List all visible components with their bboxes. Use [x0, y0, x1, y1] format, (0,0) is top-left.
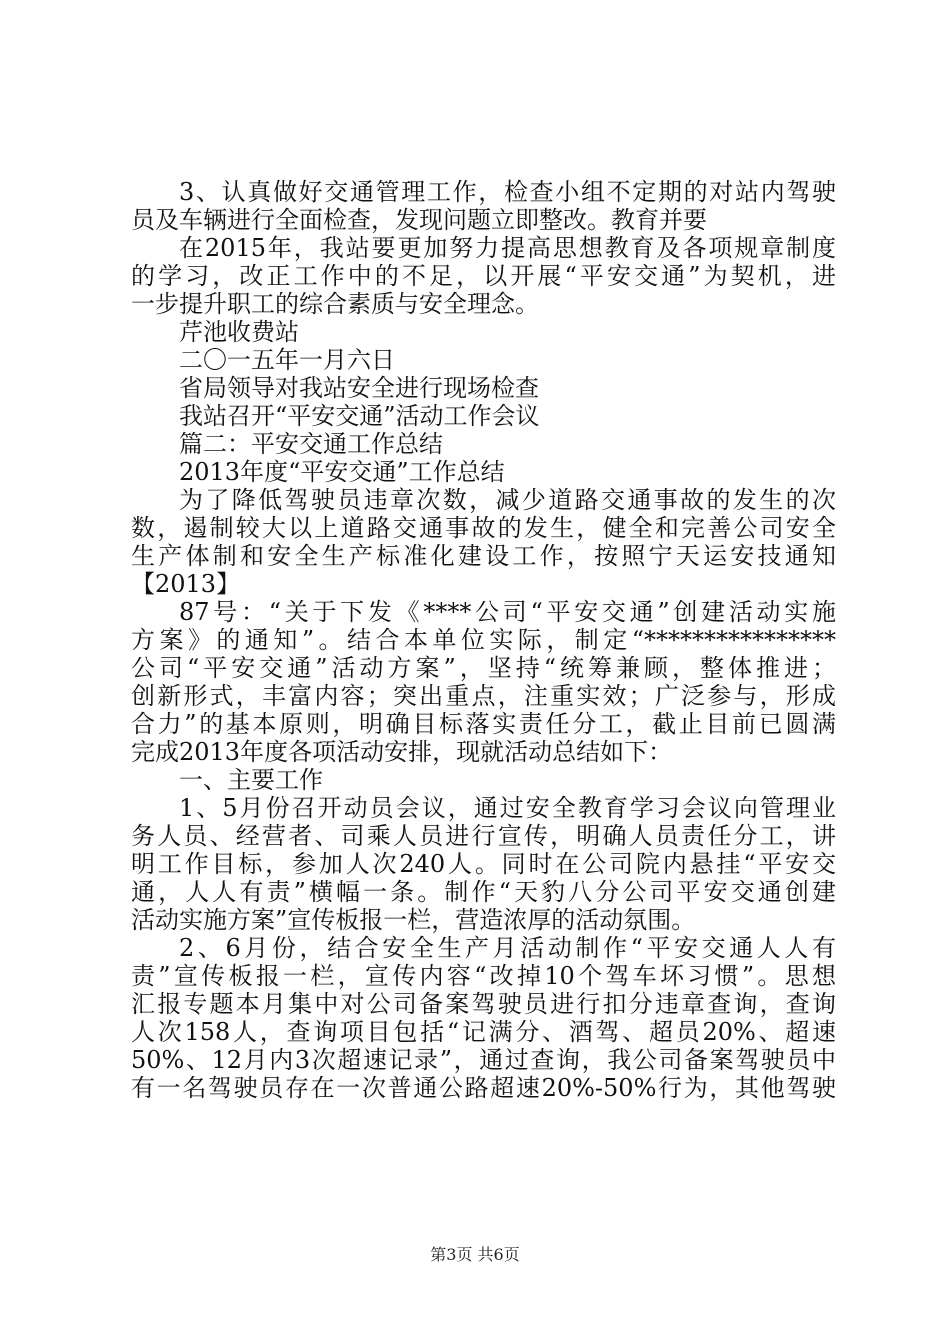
section-title: 2013年度“平安交通”工作总结 — [179, 458, 505, 486]
text-line: 明工作目标，参加人次240人。同时在公司院内悬挂“平安交 — [131, 850, 836, 878]
text-line: 的学习，改正工作中的不足，以开展“平安交通”为契机，进 — [131, 262, 836, 290]
text-line: 活动实施方案”宣传板报一栏，营造浓厚的活动氛围。 — [131, 906, 696, 934]
section-heading: 篇二：平安交通工作总结 — [179, 430, 443, 458]
text-line: 生产体制和安全生产标准化建设工作，按照宁天运安技通知 — [131, 542, 836, 570]
text-line: 我站召开“平安交通”活动工作会议 — [179, 402, 540, 430]
page-number-label: 第3页 共6页 — [430, 1245, 520, 1264]
text-line: 【2013】 — [131, 570, 241, 598]
text-line: 省局领导对我站安全进行现场检查 — [179, 374, 539, 402]
text-line: 方案》的通知”。结合本单位实际，制定“**************** — [131, 626, 836, 654]
document-body — [131, 178, 836, 1102]
text-line: 2、6月份，结合安全生产月活动制作“平安交通人人有 — [179, 934, 836, 962]
text-line: 通，人人有责”横幅一条。制作“天豹八分公司平安交通创建 — [131, 878, 836, 906]
text-line: 有一名驾驶员存在一次普通公路超速20%-50%行为，其他驾驶 — [131, 1074, 836, 1102]
section-heading: 一、主要工作 — [179, 766, 323, 794]
text-line: 为了降低驾驶员违章次数，减少道路交通事故的发生的次 — [179, 486, 836, 514]
text-line: 员及车辆进行全面检查，发现问题立即整改。教育并要 — [131, 206, 707, 234]
text-line: 责”宣传板报一栏，宣传内容“改掉10个驾车坏习惯”。思想 — [131, 962, 836, 990]
text-line: 创新形式，丰富内容；突出重点，注重实效；广泛参与，形成 — [131, 682, 836, 710]
text-line: 汇报专题本月集中对公司备案驾驶员进行扣分违章查询，查询 — [131, 990, 836, 1018]
page-footer — [0, 1245, 950, 1265]
text-line: 芹池收费站 — [179, 318, 299, 346]
text-line: 务人员、经营者、司乘人员进行宣传，明确人员责任分工，讲 — [131, 822, 836, 850]
text-line: 合力”的基本原则，明确目标落实责任分工，截止目前已圆满 — [131, 710, 836, 738]
text-line: 人次158人，查询项目包括“记满分、酒驾、超员20%、超速 — [131, 1018, 836, 1046]
text-line: 数，遏制较大以上道路交通事故的发生，健全和完善公司安全 — [131, 514, 836, 542]
text-line: 87号：“关于下发《****公司“平安交通”创建活动实施 — [179, 598, 836, 626]
text-line: 50%、12月内3次超速记录”，通过查询，我公司备案驾驶员中 — [131, 1046, 836, 1074]
text-line: 在2015年，我站要更加努力提高思想教育及各项规章制度 — [179, 234, 836, 262]
text-line: 公司“平安交通”活动方案”，坚持“统筹兼顾，整体推进； — [131, 654, 836, 682]
text-line: 3、认真做好交通管理工作，检查小组不定期的对站内驾驶 — [179, 178, 836, 206]
text-line: 二〇一五年一月六日 — [179, 346, 395, 374]
text-line: 完成2013年度各项活动安排，现就活动总结如下： — [131, 738, 673, 766]
text-line: 一步提升职工的综合素质与安全理念。 — [131, 290, 539, 318]
text-line: 1、5月份召开动员会议，通过安全教育学习会议向管理业 — [179, 794, 836, 822]
